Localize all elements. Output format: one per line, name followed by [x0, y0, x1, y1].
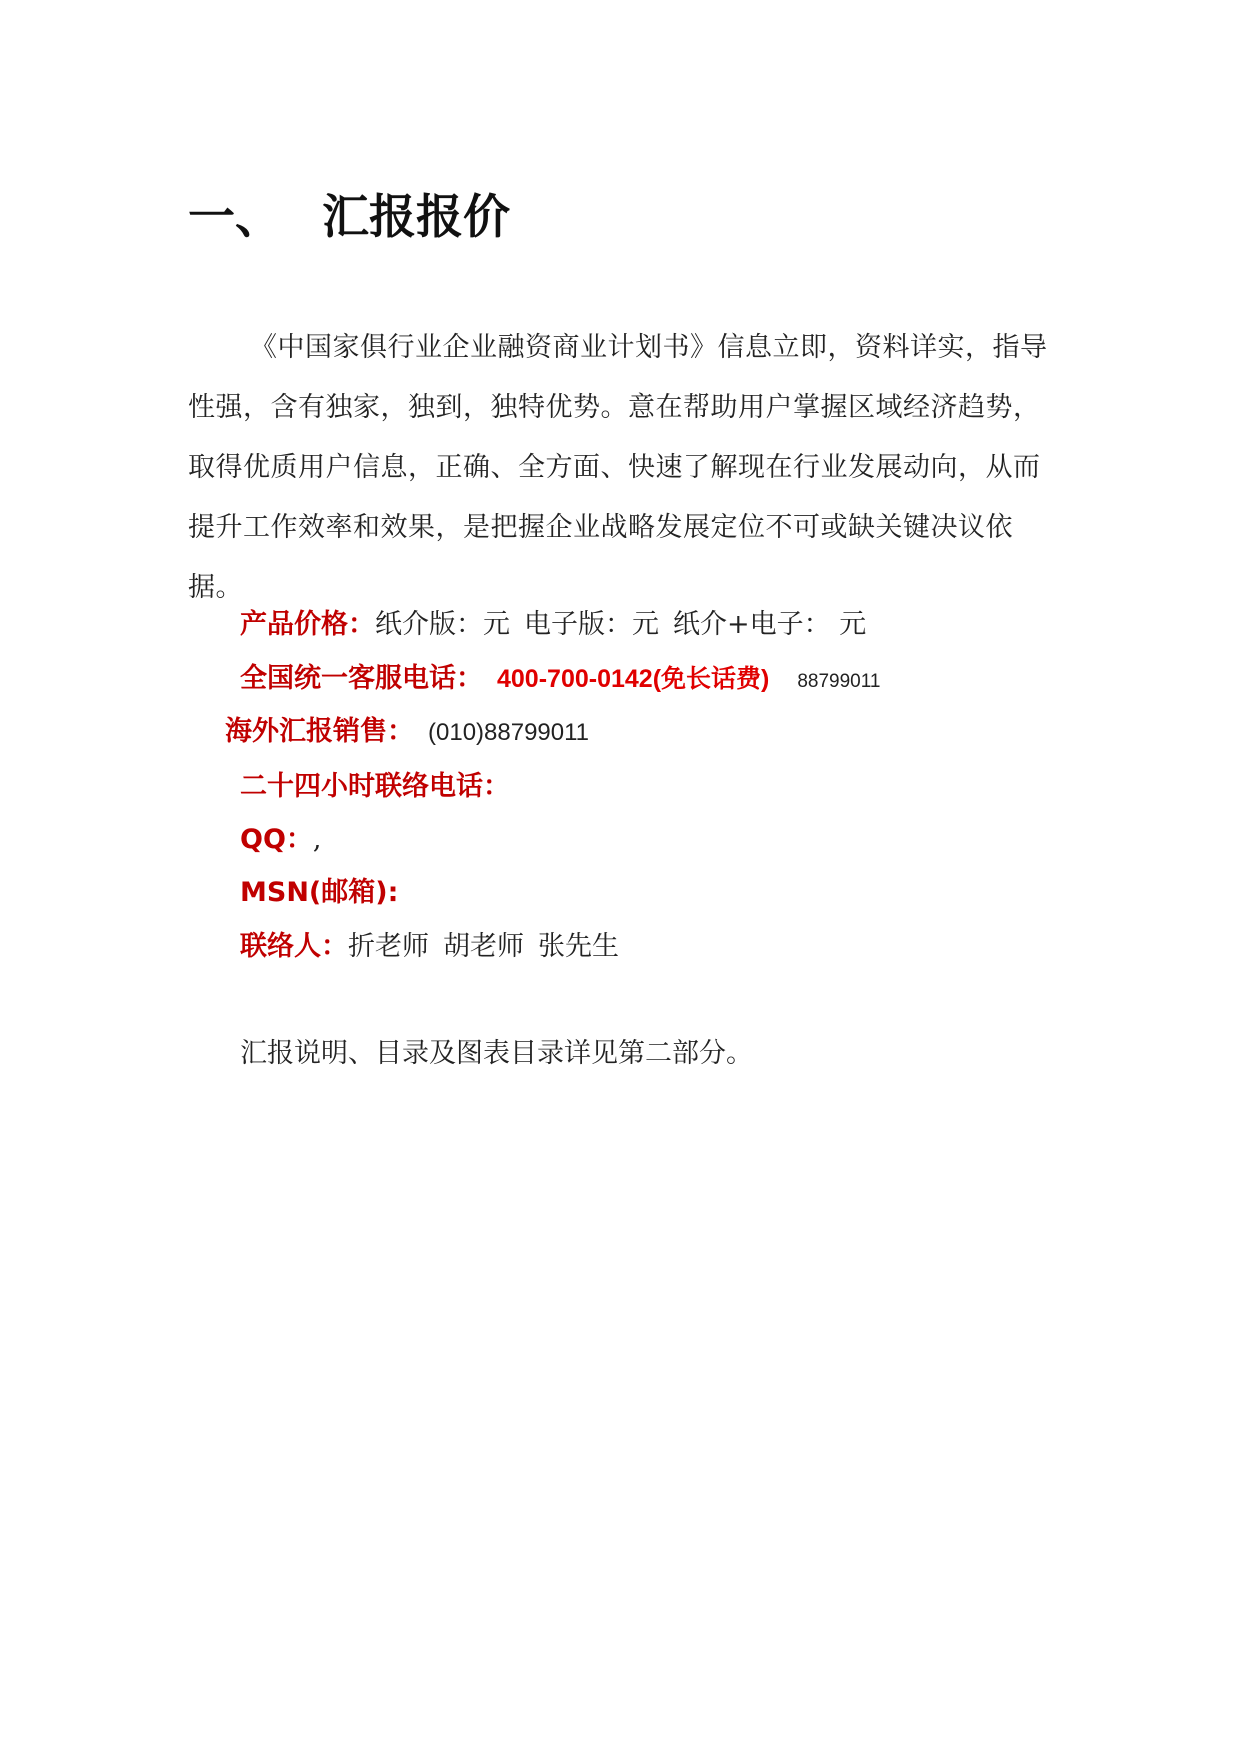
- section-title: 汇报报价: [322, 190, 510, 245]
- price-line: [240, 605, 866, 645]
- overseas-line: [225, 712, 589, 753]
- footer-note: 汇报说明、目录及图表目录详见第二部分。: [240, 1038, 753, 1069]
- contact-person: 张先生: [538, 931, 619, 962]
- price-paper: 纸介版：元: [375, 609, 510, 640]
- hotline-label: 全国统一客服电话：: [240, 663, 483, 694]
- msn-label: MSN(邮箱):: [240, 877, 399, 908]
- hotline-number: 400-700-0142(免长话费): [497, 665, 770, 693]
- contact-person: 折老师: [348, 931, 429, 962]
- contact-person: 胡老师: [443, 931, 524, 962]
- msn-line: [240, 873, 398, 913]
- allday-line: [240, 767, 510, 807]
- qq-label: QQ：: [240, 824, 313, 855]
- qq-line: [240, 820, 322, 860]
- price-combo: 纸介+电子： 元: [673, 609, 867, 640]
- overseas-label: 海外汇报销售：: [225, 716, 414, 747]
- price-electronic: 电子版：元: [524, 609, 659, 640]
- hotline-line: [240, 659, 880, 702]
- overseas-value: (010)88799011: [428, 719, 590, 746]
- price-label: 产品价格：: [240, 609, 375, 640]
- qq-value: ,: [312, 824, 322, 855]
- people-label: 联络人：: [240, 931, 348, 962]
- hotline-extra: 88799011: [797, 671, 881, 692]
- section-heading: [188, 188, 510, 248]
- allday-label: 二十四小时联络电话：: [240, 771, 510, 802]
- section-number: 一、: [188, 190, 282, 245]
- contact-people-line: [240, 927, 619, 967]
- intro-paragraph: 《中国家俱行业企业融资商业计划书》信息立即，资料详实，指导性强，含有独家，独到，独特优势。意在帮助用户掌握区域经济趋势，取得优质用户信息，正确、全方面、快速了解现在行业发展动向，从而提升工作效率和效果，是把握企业战略发展定位不可或缺关键决议依据。: [188, 332, 1048, 603]
